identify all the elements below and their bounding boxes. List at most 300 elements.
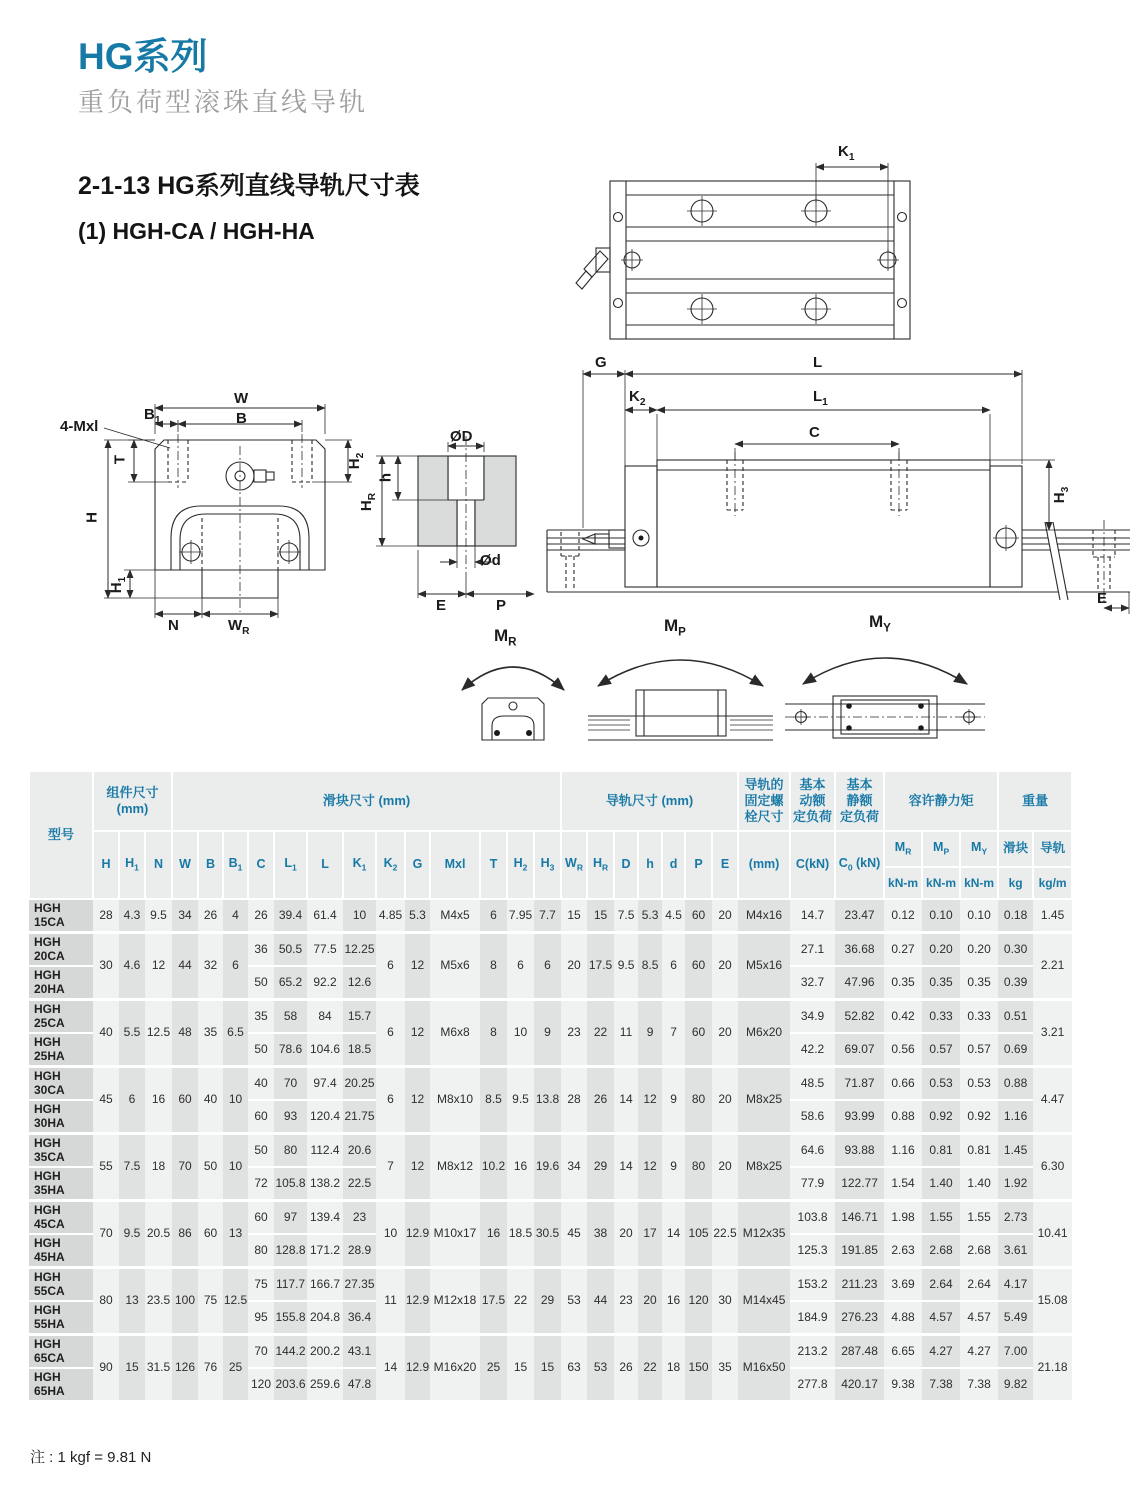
- spec-cell: 0.53: [960, 1067, 998, 1101]
- spec-cell: M4x16: [738, 899, 790, 933]
- column-header: $M_P$: [922, 831, 960, 867]
- spec-cell: 6: [534, 933, 561, 1000]
- spec-cell: 58: [274, 1000, 307, 1034]
- spec-cell: 5.5: [119, 1000, 145, 1067]
- spec-cell: 6.65: [884, 1335, 922, 1369]
- spec-cell: 153.2: [790, 1268, 835, 1302]
- spec-cell: 20: [712, 899, 738, 933]
- spec-cell: 9: [638, 1000, 662, 1067]
- spec-cell: 0.30: [998, 933, 1033, 967]
- spec-cell: 26: [587, 1067, 614, 1134]
- spec-cell: 120: [248, 1368, 274, 1400]
- spec-cell: 12.9: [405, 1335, 430, 1401]
- spec-cell: 20.6: [343, 1134, 376, 1168]
- spec-cell: 23: [614, 1268, 638, 1335]
- spec-cell: 65.2: [274, 966, 307, 1000]
- spec-cell: 40: [248, 1067, 274, 1101]
- spec-cell: 9: [662, 1134, 685, 1201]
- model-cell: HGH 45HA: [29, 1234, 93, 1268]
- spec-cell: 2.63: [884, 1234, 922, 1268]
- spec-cell: 1.55: [960, 1201, 998, 1235]
- column-header: 滑块: [998, 831, 1033, 867]
- spec-cell: 9.5: [507, 1067, 534, 1134]
- spec-cell: 2.68: [922, 1234, 960, 1268]
- column-header: C: [248, 831, 274, 899]
- spec-cell: 122.77: [835, 1167, 884, 1201]
- spec-cell: 1.40: [922, 1167, 960, 1201]
- dim-label-l: L: [813, 354, 823, 371]
- dim-label-p: P: [496, 597, 507, 614]
- spec-cell: 60: [685, 899, 712, 933]
- spec-cell: 7.7: [534, 899, 561, 933]
- column-header: h: [638, 831, 662, 899]
- spec-cell: 1.98: [884, 1201, 922, 1235]
- spec-cell: 126: [172, 1335, 198, 1401]
- spec-cell: 48: [172, 1000, 198, 1067]
- spec-cell: 47.96: [835, 966, 884, 1000]
- spec-cell: 103.8: [790, 1201, 835, 1235]
- model-cell: HGH 35CA: [29, 1134, 93, 1168]
- spec-cell: M5x16: [738, 933, 790, 1000]
- spec-cell: 4: [223, 899, 248, 933]
- spec-cell: 1.54: [884, 1167, 922, 1201]
- table-row: [29, 1067, 1072, 1101]
- spec-cell: 0.35: [884, 966, 922, 1000]
- spec-cell: M10x17: [430, 1201, 480, 1268]
- spec-cell: 6.30: [1033, 1134, 1072, 1201]
- group-header: 导轨的 固定螺 栓尺寸: [738, 771, 790, 831]
- spec-cell: 34.9: [790, 1000, 835, 1034]
- spec-cell: M6x20: [738, 1000, 790, 1067]
- spec-cell: 44: [172, 933, 198, 1000]
- spec-cell: 64.6: [790, 1134, 835, 1168]
- page-title: HG系列: [78, 36, 208, 77]
- spec-cell: 20: [712, 933, 738, 1000]
- spec-cell: 9.5: [119, 1201, 145, 1268]
- spec-cell: 259.6: [307, 1368, 343, 1400]
- spec-cell: 50: [198, 1134, 223, 1201]
- spec-cell: 2.64: [960, 1268, 998, 1302]
- spec-cell: 39.4: [274, 899, 307, 933]
- spec-cell: 97.4: [307, 1067, 343, 1101]
- spec-cell: 15: [507, 1335, 534, 1401]
- spec-cell: 25: [480, 1335, 507, 1401]
- spec-cell: 4.17: [998, 1268, 1033, 1302]
- spec-cell: 146.71: [835, 1201, 884, 1235]
- spec-cell: 14: [614, 1067, 638, 1134]
- spec-cell: 276.23: [835, 1301, 884, 1335]
- spec-cell: 28.9: [343, 1234, 376, 1268]
- model-cell: HGH 25HA: [29, 1033, 93, 1067]
- spec-cell: 26: [248, 899, 274, 933]
- column-header: $H_1$: [119, 831, 145, 899]
- spec-cell: 420.17: [835, 1368, 884, 1400]
- front-view-drawing: [60, 388, 360, 635]
- spec-cell: 75: [198, 1268, 223, 1335]
- rail-section-diagram: [358, 428, 538, 626]
- spec-cell: 5.3: [405, 899, 430, 933]
- column-header: $K_1$: [343, 831, 376, 899]
- section-title: 2-1-13 HG系列直线导轨尺寸表: [78, 172, 420, 200]
- spec-cell: 0.92: [922, 1100, 960, 1134]
- column-header: W: [172, 831, 198, 899]
- spec-cell: 70: [248, 1335, 274, 1369]
- spec-cell: 20: [712, 1067, 738, 1134]
- dim-label-e-side: E: [1097, 590, 1108, 607]
- spec-cell: 13: [119, 1268, 145, 1335]
- dim-label-h: H: [83, 512, 101, 523]
- spec-cell: 29: [534, 1268, 561, 1335]
- spec-cell: 7.00: [998, 1335, 1033, 1369]
- spec-cell: 18.5: [343, 1033, 376, 1067]
- column-header: E: [712, 831, 738, 899]
- spec-cell: 15.7: [343, 1000, 376, 1034]
- spec-cell: 2.73: [998, 1201, 1033, 1235]
- spec-cell: 15: [561, 899, 587, 933]
- spec-cell: 4.6: [119, 933, 145, 1000]
- spec-cell: 69.07: [835, 1033, 884, 1067]
- spec-cell: 12.9: [405, 1201, 430, 1268]
- spec-cell: 0.92: [960, 1100, 998, 1134]
- table-row: [29, 1134, 1072, 1168]
- spec-cell: 150: [685, 1335, 712, 1401]
- spec-cell: 72: [248, 1167, 274, 1201]
- column-header: Mxl: [430, 831, 480, 899]
- spec-cell: 25: [223, 1335, 248, 1401]
- spec-cell: 23: [343, 1201, 376, 1235]
- spec-cell: 20: [638, 1268, 662, 1335]
- table-row: [29, 899, 1072, 933]
- spec-cell: 77.9: [790, 1167, 835, 1201]
- column-header: $L_1$: [274, 831, 307, 899]
- spec-cell: 22: [587, 1000, 614, 1067]
- spec-cell: 144.2: [274, 1335, 307, 1369]
- spec-cell: 4.27: [922, 1335, 960, 1369]
- spec-cell: 14: [662, 1201, 685, 1268]
- spec-cell: 0.57: [960, 1033, 998, 1067]
- spec-cell: 10: [223, 1134, 248, 1201]
- spec-cell: 9.5: [614, 933, 638, 1000]
- column-header: $M_Y$: [960, 831, 998, 867]
- spec-cell: 12: [405, 1134, 430, 1201]
- spec-cell: 34: [172, 899, 198, 933]
- spec-cell: 38: [587, 1201, 614, 1268]
- spec-cell: 50: [248, 1134, 274, 1168]
- spec-cell: 112.4: [307, 1134, 343, 1168]
- spec-cell: 0.81: [960, 1134, 998, 1168]
- table-row: [29, 1335, 1072, 1369]
- spec-cell: 7: [376, 1134, 405, 1201]
- column-header: $C_0$ (kN): [835, 831, 884, 899]
- moment-diagram-mp: [578, 616, 783, 748]
- spec-cell: 16: [145, 1067, 172, 1134]
- spec-cell: 77.5: [307, 933, 343, 967]
- spec-cell: M16x20: [430, 1335, 480, 1401]
- spec-cell: 8: [480, 1000, 507, 1067]
- spec-cell: 117.7: [274, 1268, 307, 1302]
- group-header: 滑块尺寸 (mm): [172, 771, 561, 831]
- front-view-diagram: [60, 388, 366, 637]
- dim-label-4mxl: 4-Mxl: [60, 418, 99, 435]
- spec-cell: 171.2: [307, 1234, 343, 1268]
- spec-cell: 7.38: [922, 1368, 960, 1400]
- column-header: C(kN): [790, 831, 835, 899]
- spec-cell: 204.8: [307, 1301, 343, 1335]
- spec-cell: M14x45: [738, 1268, 790, 1335]
- unit-header: kg: [998, 867, 1033, 899]
- spec-cell: 4.57: [960, 1301, 998, 1335]
- column-header: $K_2$: [376, 831, 405, 899]
- spec-cell: 0.20: [922, 933, 960, 967]
- spec-cell: 3.61: [998, 1234, 1033, 1268]
- spec-cell: 0.39: [998, 966, 1033, 1000]
- spec-cell: 184.9: [790, 1301, 835, 1335]
- spec-cell: 32.7: [790, 966, 835, 1000]
- table-row: [29, 1201, 1072, 1235]
- spec-cell: 0.88: [998, 1067, 1033, 1101]
- table-row: [29, 933, 1072, 967]
- spec-cell: 1.45: [1033, 899, 1072, 933]
- unit-header: kN-m: [960, 867, 998, 899]
- unit-header: kN-m: [922, 867, 960, 899]
- spec-cell: 9: [662, 1067, 685, 1134]
- variant-title: (1) HGH-CA / HGH-HA: [78, 218, 315, 244]
- spec-cell: M8x25: [738, 1134, 790, 1201]
- column-header: (mm): [738, 831, 790, 899]
- dim-label-g: G: [595, 354, 607, 371]
- model-cell: HGH 65CA: [29, 1335, 93, 1369]
- spec-cell: 200.2: [307, 1335, 343, 1369]
- spec-cell: 3.21: [1033, 1000, 1072, 1067]
- spec-cell: 44: [587, 1268, 614, 1335]
- spec-cell: 6: [480, 899, 507, 933]
- spec-cell: 50: [248, 966, 274, 1000]
- spec-cell: 23: [561, 1000, 587, 1067]
- spec-cell: 12: [405, 933, 430, 1000]
- spec-cell: 60: [248, 1201, 274, 1235]
- spec-cell: 4.27: [960, 1335, 998, 1369]
- moment-diagram-mr: [448, 626, 578, 746]
- spec-cell: 28: [93, 899, 119, 933]
- spec-cell: 0.33: [960, 1000, 998, 1034]
- spec-cell: 0.20: [960, 933, 998, 967]
- spec-cell: 92.2: [307, 966, 343, 1000]
- spec-cell: 4.85: [376, 899, 405, 933]
- spec-cell: 105: [685, 1201, 712, 1268]
- spec-cell: 22.5: [343, 1167, 376, 1201]
- spec-cell: 12: [405, 1000, 430, 1067]
- spec-cell: 75: [248, 1268, 274, 1302]
- moment-label-mr: $M_R$: [494, 626, 517, 649]
- moment-diagram-my: [785, 612, 985, 750]
- spec-cell: 43.1: [343, 1335, 376, 1369]
- spec-cell: 60: [685, 933, 712, 1000]
- spec-cell: 42.2: [790, 1033, 835, 1067]
- spec-cell: 105.8: [274, 1167, 307, 1201]
- column-header: P: [685, 831, 712, 899]
- spec-cell: 2.68: [960, 1234, 998, 1268]
- model-cell: HGH 20HA: [29, 966, 93, 1000]
- spec-cell: 287.48: [835, 1335, 884, 1369]
- spec-cell: 6: [376, 1000, 405, 1067]
- column-header: N: [145, 831, 172, 899]
- spec-cell: 15: [119, 1335, 145, 1401]
- spec-cell: 6: [376, 1067, 405, 1134]
- spec-cell: 80: [274, 1134, 307, 1168]
- spec-cell: 60: [172, 1067, 198, 1134]
- spec-cell: 13: [223, 1201, 248, 1268]
- corner-header: 型号: [29, 771, 93, 899]
- spec-cell: 21.18: [1033, 1335, 1072, 1401]
- spec-cell: 4.57: [922, 1301, 960, 1335]
- dim-label-h-rail: h: [377, 472, 395, 483]
- spec-cell: 10.2: [480, 1134, 507, 1201]
- spec-cell: 4.5: [662, 899, 685, 933]
- spec-cell: 0.81: [922, 1134, 960, 1168]
- spec-cell: 120.4: [307, 1100, 343, 1134]
- dim-label-dD: ØD: [450, 428, 473, 445]
- spec-cell: 7.5: [119, 1134, 145, 1201]
- model-cell: HGH 30HA: [29, 1100, 93, 1134]
- spec-cell: 15: [534, 1335, 561, 1401]
- spec-cell: 14: [614, 1134, 638, 1201]
- spec-cell: 53: [561, 1268, 587, 1335]
- spec-cell: 1.16: [998, 1100, 1033, 1134]
- spec-cell: 45: [93, 1067, 119, 1134]
- spec-cell: 20.5: [145, 1201, 172, 1268]
- column-header: 导轨: [1033, 831, 1072, 867]
- spec-cell: 17.5: [480, 1268, 507, 1335]
- spec-cell: 14: [376, 1335, 405, 1401]
- spec-cell: M12x18: [430, 1268, 480, 1335]
- spec-cell: 20.25: [343, 1067, 376, 1101]
- spec-cell: 4.88: [884, 1301, 922, 1335]
- spec-cell: 6: [223, 933, 248, 1000]
- spec-cell: 139.4: [307, 1201, 343, 1235]
- spec-cell: 9.38: [884, 1368, 922, 1400]
- spec-cell: 1.55: [922, 1201, 960, 1235]
- column-header: T: [480, 831, 507, 899]
- spec-cell: 60: [198, 1201, 223, 1268]
- dim-label-hr: $H_R$: [358, 492, 378, 512]
- spec-cell: 0.69: [998, 1033, 1033, 1067]
- spec-cell: M8x10: [430, 1067, 480, 1134]
- spec-cell: 0.27: [884, 933, 922, 967]
- column-header: G: [405, 831, 430, 899]
- spec-cell: 1.45: [998, 1134, 1033, 1168]
- spec-cell: 128.8: [274, 1234, 307, 1268]
- spec-cell: 1.92: [998, 1167, 1033, 1201]
- spec-cell: 125.3: [790, 1234, 835, 1268]
- dim-label-e-rail: E: [436, 597, 447, 614]
- spec-cell: 29: [587, 1134, 614, 1201]
- spec-cell: 10.41: [1033, 1201, 1072, 1268]
- dim-label-h2: $H_2$: [346, 452, 366, 470]
- spec-cell: M6x8: [430, 1000, 480, 1067]
- spec-cell: 36: [248, 933, 274, 967]
- spec-cell: 55: [93, 1134, 119, 1201]
- spec-cell: 12: [405, 1067, 430, 1134]
- spec-cell: 22.5: [712, 1201, 738, 1268]
- spec-cell: 0.88: [884, 1100, 922, 1134]
- spec-cell: 80: [685, 1134, 712, 1201]
- spec-cell: 50: [248, 1033, 274, 1067]
- spec-cell: 47.8: [343, 1368, 376, 1400]
- page-subtitle: 重负荷型滚珠直线导轨: [78, 87, 369, 117]
- spec-cell: 16: [662, 1268, 685, 1335]
- spec-cell: 34: [561, 1134, 587, 1201]
- spec-cell: 0.12: [884, 899, 922, 933]
- spec-cell: 0.18: [998, 899, 1033, 933]
- spec-cell: 10: [507, 1000, 534, 1067]
- spec-cell: 90: [93, 1335, 119, 1401]
- model-cell: HGH 55CA: [29, 1268, 93, 1302]
- spec-cell: 70: [274, 1067, 307, 1101]
- spec-cell: 50.5: [274, 933, 307, 967]
- spec-cell: 18: [662, 1335, 685, 1401]
- column-header: D: [614, 831, 638, 899]
- spec-cell: M12x35: [738, 1201, 790, 1268]
- dim-label-h1: $H_1$: [108, 576, 128, 594]
- spec-table: [28, 770, 1073, 1400]
- spec-cell: 93.88: [835, 1134, 884, 1168]
- spec-cell: 10: [343, 899, 376, 933]
- spec-cell: 6: [507, 933, 534, 1000]
- spec-cell: 70: [172, 1134, 198, 1201]
- group-header: 导轨尺寸 (mm): [561, 771, 738, 831]
- spec-cell: 1.16: [884, 1134, 922, 1168]
- spec-cell: 71.87: [835, 1067, 884, 1101]
- spec-cell: 120: [685, 1268, 712, 1335]
- spec-cell: 61.4: [307, 899, 343, 933]
- spec-cell: 31.5: [145, 1335, 172, 1401]
- spec-cell: 36.4: [343, 1301, 376, 1335]
- spec-cell: 35: [248, 1000, 274, 1034]
- spec-cell: 9: [534, 1000, 561, 1067]
- spec-cell: 2.21: [1033, 933, 1072, 1000]
- spec-cell: 36.68: [835, 933, 884, 967]
- spec-cell: 93.99: [835, 1100, 884, 1134]
- model-cell: HGH 25CA: [29, 1000, 93, 1034]
- dim-label-k1: $K_1$: [838, 143, 855, 163]
- spec-cell: 9.5: [145, 899, 172, 933]
- spec-cell: 17.5: [587, 933, 614, 1000]
- spec-cell: 27.35: [343, 1268, 376, 1302]
- spec-cell: 6: [376, 933, 405, 1000]
- spec-cell: 80: [685, 1067, 712, 1134]
- column-header: $H_2$: [507, 831, 534, 899]
- table-row: [29, 1000, 1072, 1034]
- spec-cell: 8.5: [480, 1067, 507, 1134]
- model-cell: HGH 55HA: [29, 1301, 93, 1335]
- spec-cell: 155.8: [274, 1301, 307, 1335]
- spec-cell: 2.64: [922, 1268, 960, 1302]
- spec-cell: 30: [93, 933, 119, 1000]
- spec-cell: 30: [712, 1268, 738, 1335]
- spec-cell: 80: [93, 1268, 119, 1335]
- spec-cell: 5.3: [638, 899, 662, 933]
- spec-cell: 16: [507, 1134, 534, 1201]
- spec-cell: 63: [561, 1335, 587, 1401]
- spec-cell: 35: [712, 1335, 738, 1401]
- spec-cell: 28: [561, 1067, 587, 1134]
- spec-cell: 7: [662, 1000, 685, 1067]
- spec-cell: 22: [638, 1335, 662, 1401]
- dim-label-b: B: [236, 410, 247, 427]
- moment-label-mp: $M_P$: [664, 616, 686, 639]
- spec-cell: 213.2: [790, 1335, 835, 1369]
- spec-cell: 166.7: [307, 1268, 343, 1302]
